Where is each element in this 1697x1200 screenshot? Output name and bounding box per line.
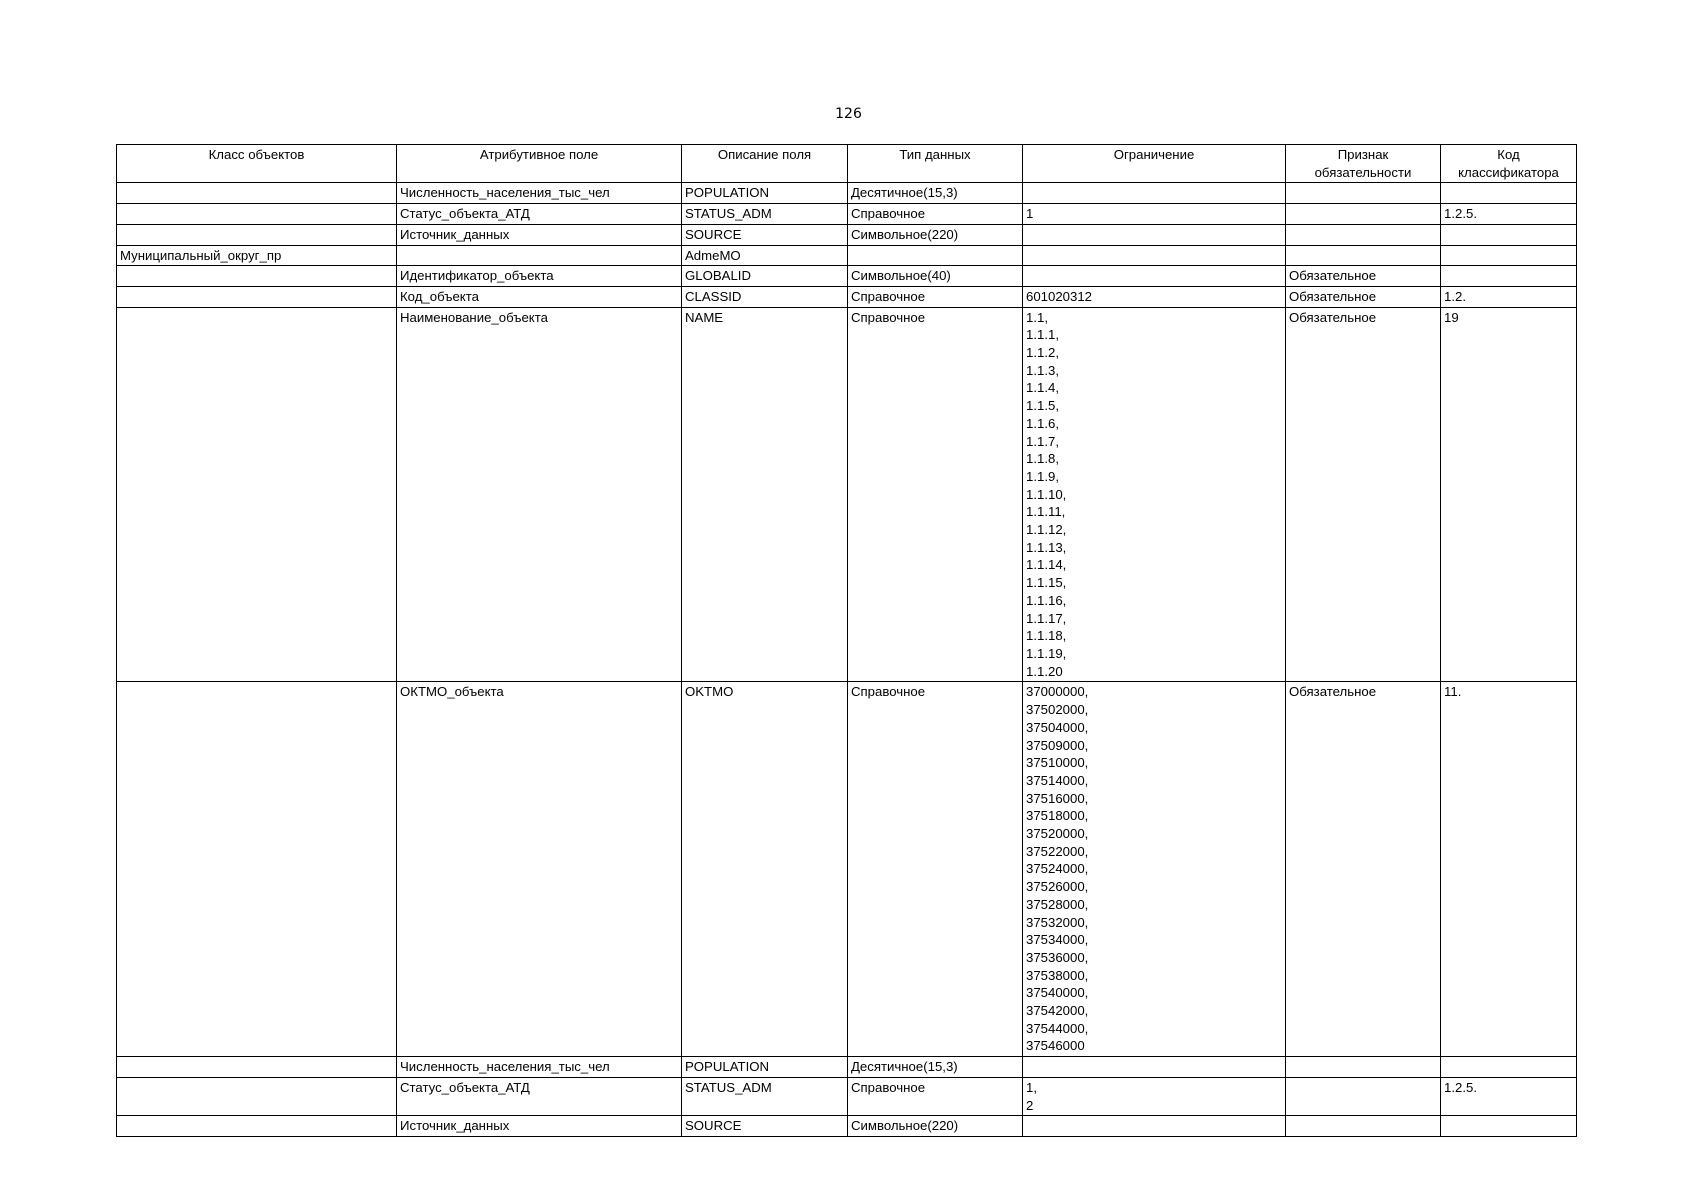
cell-object-class bbox=[117, 1077, 397, 1115]
cell-mandatory bbox=[1286, 1116, 1441, 1137]
page-number: 126 bbox=[835, 106, 862, 122]
cell-data-type: Десятичное(15,3) bbox=[848, 1057, 1023, 1078]
table-row bbox=[117, 682, 1577, 1057]
cell-attribute-field: Источник_данных bbox=[397, 224, 682, 245]
cell-mandatory bbox=[1286, 245, 1441, 266]
cell-data-type: Справочное bbox=[848, 204, 1023, 225]
cell-object-class: Муниципальный_округ_пр bbox=[117, 245, 397, 266]
table-row bbox=[117, 1116, 1577, 1137]
cell-constraint bbox=[1023, 183, 1286, 204]
cell-object-class bbox=[117, 307, 397, 682]
cell-data-type: Символьное(220) bbox=[848, 1116, 1023, 1137]
cell-field-description: OKTMO bbox=[682, 682, 848, 1057]
cell-field-description: AdmeMO bbox=[682, 245, 848, 266]
header-field-description: Описание поля bbox=[682, 145, 848, 183]
table-row bbox=[117, 1077, 1577, 1115]
cell-mandatory bbox=[1286, 1077, 1441, 1115]
cell-attribute-field: Идентификатор_объекта bbox=[397, 266, 682, 287]
table-row bbox=[117, 183, 1577, 204]
cell-mandatory: Обязательное bbox=[1286, 266, 1441, 287]
cell-data-type bbox=[848, 245, 1023, 266]
cell-attribute-field: Наименование_объекта bbox=[397, 307, 682, 682]
cell-constraint: 1, 2 bbox=[1023, 1077, 1286, 1115]
cell-classifier-code: 11. bbox=[1441, 682, 1577, 1057]
header-data-type: Тип данных bbox=[848, 145, 1023, 183]
cell-classifier-code: 1.2.5. bbox=[1441, 1077, 1577, 1115]
attribute-table bbox=[116, 144, 1577, 1137]
table-row bbox=[117, 1057, 1577, 1078]
cell-constraint bbox=[1023, 1057, 1286, 1078]
cell-data-type: Символьное(40) bbox=[848, 266, 1023, 287]
header-object-class: Класс объектов bbox=[117, 145, 397, 183]
cell-constraint bbox=[1023, 245, 1286, 266]
cell-attribute-field: Численность_населения_тыс_чел bbox=[397, 183, 682, 204]
cell-mandatory bbox=[1286, 204, 1441, 225]
cell-constraint: 1.1, 1.1.1, 1.1.2, 1.1.3, 1.1.4, 1.1.5, 1.1.6, 1.1.7, 1.1.8, 1.1.9, 1.1.10, 1.1.11, 1.1.12, 1.1.13, 1.1.14, 1.1.15, 1.1.16, 1.1.17, 1.1.18, 1.1.19, 1.1.20 bbox=[1023, 307, 1286, 682]
cell-field-description: POPULATION bbox=[682, 1057, 848, 1078]
cell-attribute-field: Источник_данных bbox=[397, 1116, 682, 1137]
cell-field-description: STATUS_ADM bbox=[682, 204, 848, 225]
cell-classifier-code bbox=[1441, 245, 1577, 266]
cell-field-description: POPULATION bbox=[682, 183, 848, 204]
cell-mandatory: Обязательное bbox=[1286, 682, 1441, 1057]
cell-object-class bbox=[117, 266, 397, 287]
cell-mandatory bbox=[1286, 183, 1441, 204]
cell-data-type: Символьное(220) bbox=[848, 224, 1023, 245]
header-constraint: Ограничение bbox=[1023, 145, 1286, 183]
cell-object-class bbox=[117, 286, 397, 307]
cell-object-class bbox=[117, 204, 397, 225]
cell-classifier-code bbox=[1441, 183, 1577, 204]
cell-field-description: STATUS_ADM bbox=[682, 1077, 848, 1115]
cell-object-class bbox=[117, 1116, 397, 1137]
cell-field-description: CLASSID bbox=[682, 286, 848, 307]
cell-constraint: 37000000, 37502000, 37504000, 37509000, 37510000, 37514000, 37516000, 37518000, 37520000, 37522000, 37524000, 37526000, 37528000, 37532000, 37534000, 37536000, 37538000, 37540000, 37542000, 37544000, 37546000 bbox=[1023, 682, 1286, 1057]
cell-data-type: Справочное bbox=[848, 307, 1023, 682]
cell-classifier-code: 1.2. bbox=[1441, 286, 1577, 307]
table-header-row bbox=[117, 145, 1577, 183]
cell-classifier-code bbox=[1441, 1057, 1577, 1078]
table-row bbox=[117, 224, 1577, 245]
table-row bbox=[117, 245, 1577, 266]
cell-mandatory: Обязательное bbox=[1286, 307, 1441, 682]
table-row bbox=[117, 266, 1577, 287]
cell-constraint bbox=[1023, 266, 1286, 287]
header-mandatory: Признак обязательности bbox=[1286, 145, 1441, 183]
cell-data-type: Справочное bbox=[848, 682, 1023, 1057]
cell-attribute-field: ОКТМО_объекта bbox=[397, 682, 682, 1057]
cell-object-class bbox=[117, 183, 397, 204]
cell-field-description: GLOBALID bbox=[682, 266, 848, 287]
header-classifier-code: Код классификатора bbox=[1441, 145, 1577, 183]
cell-classifier-code: 19 bbox=[1441, 307, 1577, 682]
table-row bbox=[117, 307, 1577, 682]
table-row bbox=[117, 286, 1577, 307]
cell-object-class bbox=[117, 1057, 397, 1078]
cell-data-type: Десятичное(15,3) bbox=[848, 183, 1023, 204]
cell-mandatory bbox=[1286, 1057, 1441, 1078]
cell-object-class bbox=[117, 224, 397, 245]
cell-attribute-field bbox=[397, 245, 682, 266]
header-attribute-field: Атрибутивное поле bbox=[397, 145, 682, 183]
table-row bbox=[117, 204, 1577, 225]
cell-attribute-field: Численность_населения_тыс_чел bbox=[397, 1057, 682, 1078]
cell-classifier-code bbox=[1441, 224, 1577, 245]
cell-mandatory: Обязательное bbox=[1286, 286, 1441, 307]
cell-field-description: NAME bbox=[682, 307, 848, 682]
cell-classifier-code bbox=[1441, 266, 1577, 287]
cell-attribute-field: Статус_объекта_АТД bbox=[397, 1077, 682, 1115]
cell-field-description: SOURCE bbox=[682, 1116, 848, 1137]
cell-data-type: Справочное bbox=[848, 286, 1023, 307]
cell-object-class bbox=[117, 682, 397, 1057]
cell-constraint: 601020312 bbox=[1023, 286, 1286, 307]
cell-classifier-code bbox=[1441, 1116, 1577, 1137]
cell-attribute-field: Статус_объекта_АТД bbox=[397, 204, 682, 225]
cell-constraint bbox=[1023, 224, 1286, 245]
cell-constraint: 1 bbox=[1023, 204, 1286, 225]
cell-field-description: SOURCE bbox=[682, 224, 848, 245]
cell-classifier-code: 1.2.5. bbox=[1441, 204, 1577, 225]
cell-data-type: Справочное bbox=[848, 1077, 1023, 1115]
cell-attribute-field: Код_объекта bbox=[397, 286, 682, 307]
cell-constraint bbox=[1023, 1116, 1286, 1137]
cell-mandatory bbox=[1286, 224, 1441, 245]
